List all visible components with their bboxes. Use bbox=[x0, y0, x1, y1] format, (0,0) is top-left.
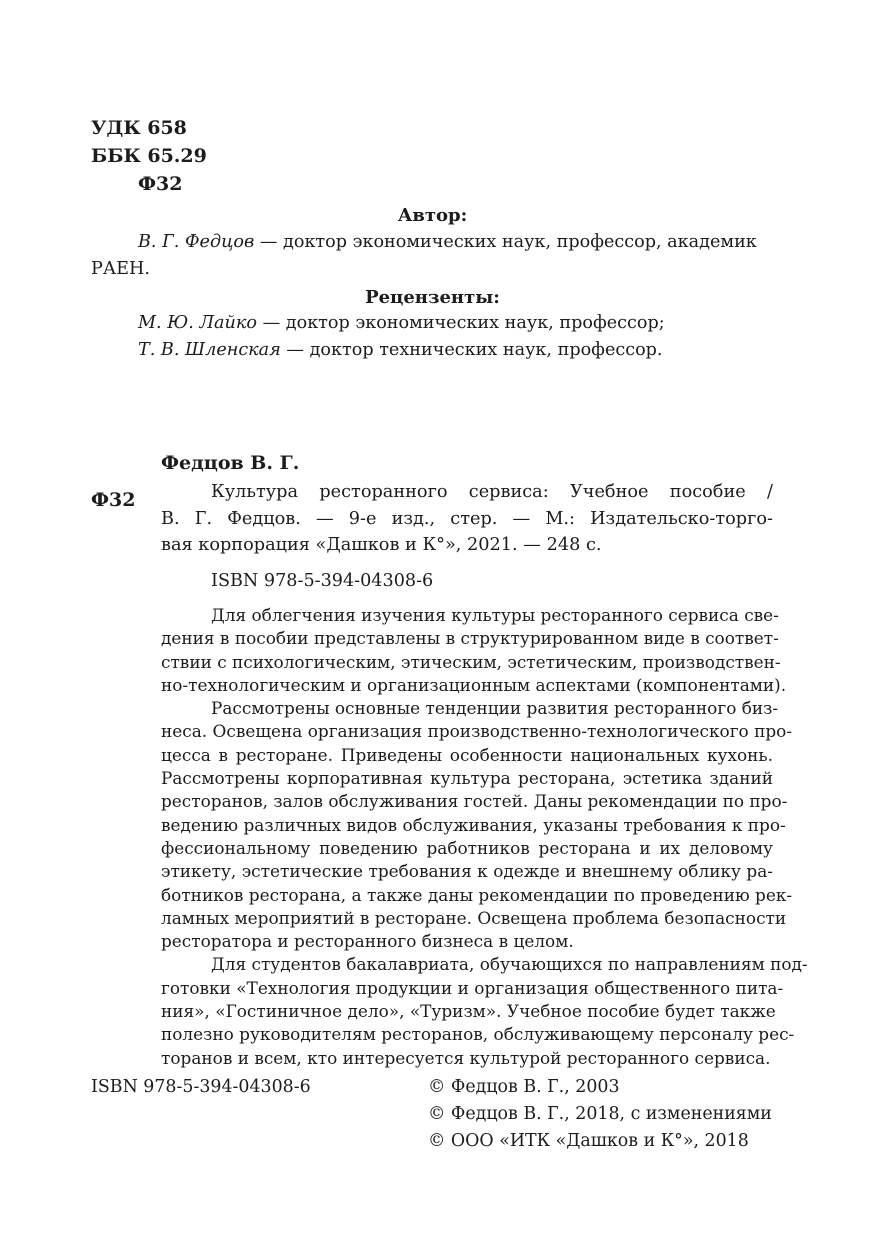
author-name: В. Г. Федцов bbox=[138, 232, 255, 252]
reviewer-line bbox=[138, 340, 663, 360]
entry-line: В. Г. Федцов. — 9-е изд., стер. — М.: Издательско-торго- bbox=[161, 508, 773, 529]
annotation-line: ресторанов, залов обслуживания гостей. Даны рекомендации по про- bbox=[161, 791, 788, 812]
annotation-line: но-технологическим и организационным аспектами (компонентами). bbox=[161, 674, 787, 695]
annotation-line: ведению различных видов обслуживания, указаны требования к про- bbox=[161, 814, 786, 835]
copyright-list bbox=[428, 1074, 772, 1155]
copyright-line: © Федцов В. Г., 2003 bbox=[428, 1077, 620, 1097]
reviewers-heading: Рецензенты: bbox=[365, 287, 500, 308]
copyright-line: © ООО «ИТК «Дашков и К°», 2018 bbox=[428, 1131, 749, 1151]
reviewer-description: — доктор экономических наук, профессор; bbox=[256, 313, 665, 333]
annotation-line: ствии с психологическим, этическим, эстетическим, производствен- bbox=[161, 651, 781, 672]
entry-cutter-code: Ф32 bbox=[91, 489, 136, 511]
author-line bbox=[138, 232, 757, 252]
classification-codes bbox=[91, 114, 207, 198]
annotation-line: этикету, эстетические требования к одежде и внешнему облику ра- bbox=[161, 861, 773, 882]
annotation-line: готовки «Технология продукции и организация общественного пита- bbox=[161, 977, 784, 998]
reviewer-name: М. Ю. Лайко bbox=[138, 313, 257, 333]
author-description-continued: РАЕН. bbox=[91, 259, 150, 279]
entry-isbn: ISBN 978-5-394-04308-6 bbox=[211, 571, 434, 591]
entry-line: вая корпорация «Дашков и К°», 2021. — 248 с. bbox=[161, 535, 602, 555]
annotation-line: ботников ресторана, а также даны рекомендации по проведению рек- bbox=[161, 884, 793, 905]
annotation-line: фессиональному поведению работников ресторана и их деловому bbox=[161, 837, 773, 858]
annotation-line: Рассмотрены основные тенденции развития ресторанного биз- bbox=[211, 698, 779, 719]
reviewer-line bbox=[138, 313, 665, 333]
annotation-line: неса. Освещена организация производственно-технологического про- bbox=[161, 721, 793, 742]
bbk-code: ББК 65.29 bbox=[91, 145, 207, 167]
reviewer-name: Т. В. Шленская bbox=[138, 340, 281, 360]
bibliographic-entry bbox=[161, 479, 773, 559]
annotation-line: ламных мероприятий в ресторане. Освещена проблема безопасности bbox=[161, 907, 787, 928]
annotation-line: Для студентов бакалавриата, обучающихся по направлениям под- bbox=[211, 954, 808, 975]
annotation-line: Для облегчения изучения культуры ресторанного сервиса све- bbox=[211, 605, 779, 625]
annotation-line: торанов и всем, кто интересуется культурой ресторанного сервиса. bbox=[161, 1047, 771, 1068]
annotation-line: полезно руководителям ресторанов, обслуживающему персоналу рес- bbox=[161, 1024, 795, 1045]
annotation-line: Рассмотрены корпоративная культура ресторана, эстетика зданий bbox=[161, 768, 773, 789]
author-description: — доктор экономических наук, профессор, академик bbox=[254, 232, 757, 252]
annotation-line: ресторатора и ресторанного бизнеса в целом. bbox=[161, 931, 574, 952]
copyright-line: © Федцов В. Г., 2018, с изменениями bbox=[428, 1104, 772, 1124]
footer-isbn: ISBN 978-5-394-04308-6 bbox=[91, 1077, 311, 1097]
author-heading: Автор: bbox=[397, 205, 468, 226]
annotation bbox=[161, 604, 808, 1070]
annotation-line: цесса в ресторане. Приведены особенности национальных кухонь. bbox=[161, 744, 773, 765]
cutter-code: Ф32 bbox=[138, 173, 183, 195]
reviewer-description: — доктор технических наук, профессор. bbox=[280, 340, 663, 360]
entry-author-heading: Федцов В. Г. bbox=[161, 452, 300, 474]
annotation-line: ния», «Гостиничное дело», «Туризм». Учебное пособие будет также bbox=[161, 1001, 776, 1022]
udk-code: УДК 658 bbox=[91, 117, 187, 139]
entry-line: Культура ресторанного сервиса: Учебное пособие / bbox=[211, 482, 773, 502]
annotation-line: дения в пособии представлены в структурированном виде в соответ- bbox=[161, 628, 779, 649]
